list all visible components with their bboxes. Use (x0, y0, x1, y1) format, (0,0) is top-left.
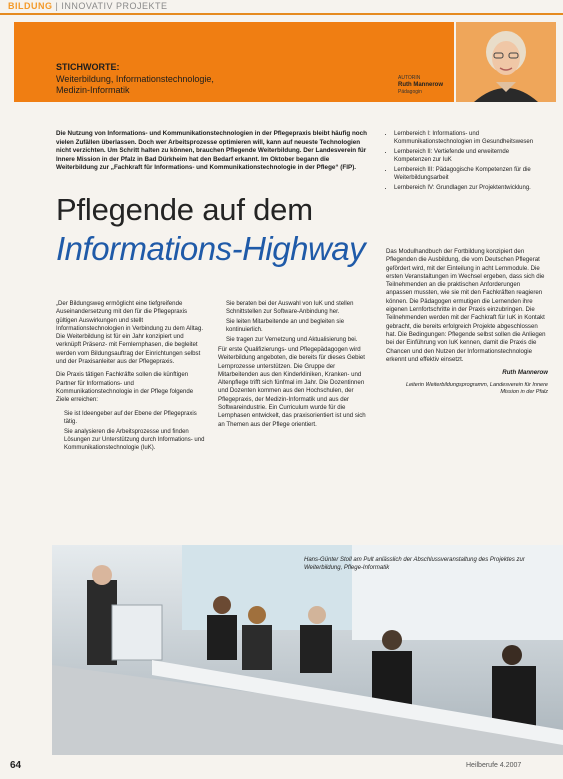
author-label: AUTORIN (398, 75, 421, 81)
section-header (0, 0, 563, 14)
col2-bullet: • Sie beraten bei der Auswahl von IuK und stellen Schnittstellen zur Software-Anbindung her. (226, 300, 370, 316)
column-2 (218, 300, 370, 525)
photo-caption: Hans-Günter Stoll am Pult anlässlich der Abschlussveranstaltung des Projektes zur Weiterbildung, Pflege-Informatik (304, 557, 525, 571)
signature: Ruth Mannerow (502, 369, 548, 377)
event-illustration (52, 545, 563, 755)
learning-area-item: • Lernbereich I: Informations- und Kommunikationstechnologien im Gesundheitswesen (394, 130, 546, 146)
column-1 (56, 300, 208, 520)
header-rule (0, 13, 563, 15)
keyword-line-1: Weiterbildung, Informationstechnologie, (56, 74, 214, 84)
col3-paragraph-1: Das Modulhandbuch der Fortbildung konzipiert den Pflegenden die Ausbildung, die vom Deutschen Pflegerat gefördert wird, mit der Einteilung in acht Lernmodule. Die ersten Veranstaltungen im Wechsel ergeben, dass sich die Teilnehmenden an die praktischen Anforderungen anpassen mussten, wie sie mit den Fachkräften reagieren können. Die Pädagogen ermutigen die Lernenden ihre eigenen Lernfortschritte in der Praxis einzubringen. Die Teilnehmenden werden mit der Fachkraft für IuK in Kontakt gebracht, die bereits erfolgreich Projekte abgeschlossen hat. Die Bedingungen: Pflegende selbst sollen die Anliegen bei der Einführung von IuK kennen, damit die Praxis die Chancen und den Nutzen der Informationstechnologie erkennt und effektiv einsetzt. (386, 248, 546, 363)
learning-area-item: • Lernbereich II: Vertiefende und erweiternde Kompetenzen zur IuK (394, 148, 546, 164)
col1-bullet: • Sie analysieren die Arbeitsprozesse und finden Lösungen zur Unterstützung durch Informations- und Kommunikationstechnologie (IuK). (64, 428, 208, 452)
author-name: Ruth Mannerow (398, 82, 443, 88)
subsection-name: INNOVATIV PROJEKTE (61, 1, 168, 11)
intro-paragraph (56, 130, 372, 173)
col2-paragraph-1: Für erste Qualifizierungs- und Pflegepädagogen wird Weiterbildung angeboten, die bereits für dieses Gebiet Lernprozesse unterstützen. Die Gruppe der Mitarbeitenden aus den Kinderkliniken, Kranken- und Altenpflege trifft sich fünfmal im Jahr. Die Dozentinnen und Dozenten kommen aus den Hochschulen, der Pflegepraxis, der Medizin-Informatik und aus der Softwareindustrie. Ein Curriculum wurde für die Lernphasen entwickelt, das praxisorientiert ist und sich an Themen aus der Pflege orientiert. (218, 346, 366, 428)
col1-paragraph-1: „Der Bildungsweg ermöglicht eine tiefgreifende Auseinandersetzung mit den für die Pflegepraxis gültigen Auswirkungen und stellt Informationstechnologien in Verbindung zu dem Alltag. Die Weiterbildung ist für ein Jahr konzipiert und verknüpft Präsenz- mit Fernlernphasen, die begleitet werden vom Bildungsauftrag der Einrichtungen selbst und der Praxisanleiter aus der Pflegepraxis. (56, 300, 204, 366)
author-photo (456, 22, 556, 102)
col2-bullet: • Sie tragen zur Vernetzung und Aktualisierung bei. (226, 336, 370, 344)
learning-areas-list (386, 130, 546, 194)
author-note: Leiterin Weiterbildungsprogramm, Landesverein für Innere Mission in der Pfalz (405, 382, 548, 396)
section-label: BILDUNG | INNOVATIV PROJEKTE (8, 1, 168, 11)
section-name: BILDUNG (8, 1, 53, 11)
keyword-line-2: Medizin-Informatik (56, 85, 130, 95)
page-number: 64 (10, 760, 22, 771)
col1-bullet: • Sie ist Ideengeber auf der Ebene der Pflegepraxis tätig. (64, 410, 208, 426)
keywords-title: STICHWORTE: (56, 62, 120, 72)
intro-text: Die Nutzung von Informations- und Kommunikationstechnologien in der Pflegepraxis bleibt häufig noch vielen Zufällen überlassen. Doch wer Arbeitsprozesse optimieren will, kann auf neueste Technologien nicht verzichten. Um Schritt halten zu können, brauchen Pflegende Weiterbildung. Der Landesverein für Innere Mission in der Pfalz in Bad Dürkheim hat den Bedarf erkannt. Im Oktober begann die Weiterbildung zur „Fachkraft für Informations- und Kommunikationstechnologie in der Pflege“ (FIP). (56, 130, 368, 171)
learning-area-item: • Lernbereich IV: Grundlagen zur Projektentwicklung. (394, 184, 546, 192)
column-3 (386, 248, 548, 533)
col1-paragraph-2: Die Praxis tätigen Fachkräfte sollen die künftigen Partner für Informations- und Kommunikationstechnologie in der Pflege folgende Ziele erreichen: (56, 371, 194, 404)
event-photo (52, 545, 563, 755)
headline-line-1: Pflegende auf dem (56, 192, 313, 227)
author-role: Pädagogin (398, 89, 422, 95)
author-portrait-illustration (456, 22, 556, 102)
headline-line-2: Informations-Highway (56, 230, 366, 267)
magazine-issue: Heilberufe 4.2007 (466, 762, 522, 769)
col2-bullet: • Sie leiten Mitarbeitende an und begleiten sie kontinuierlich. (226, 318, 370, 334)
learning-area-item: • Lernbereich III: Pädagogische Kompetenzen für die Weiterbildungsarbeit (394, 166, 546, 182)
